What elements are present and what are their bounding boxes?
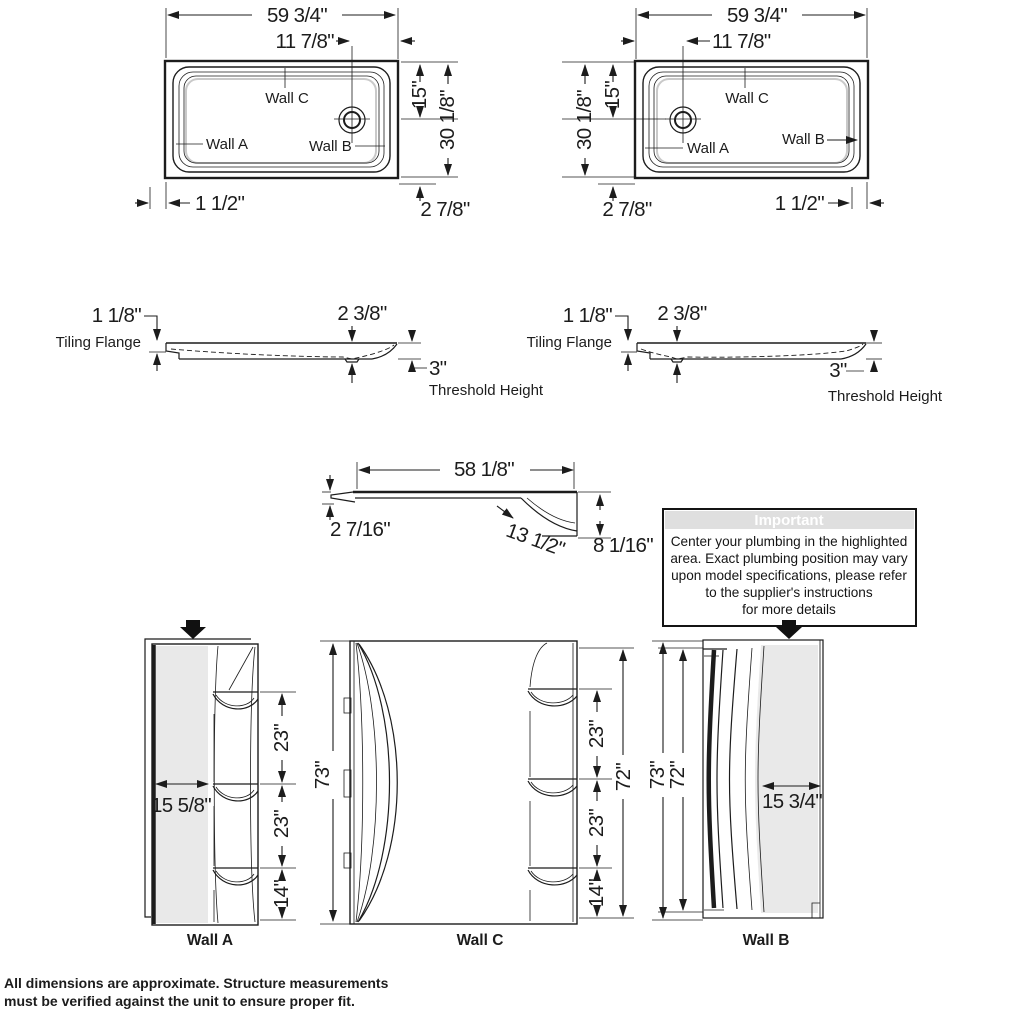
dim-width-label: 59 3/4" <box>726 4 788 27</box>
important-note-box <box>663 509 916 626</box>
dim-shelf-spacing <box>579 648 635 918</box>
seat-leader-arrow <box>497 506 513 518</box>
dim-seat-height <box>578 492 653 557</box>
drain-offset-label: 2 3/8" <box>657 302 707 325</box>
shelf-spacing-label: 23" <box>270 809 293 839</box>
shelf-spacing-label: 23" <box>585 808 608 838</box>
wall-a-callout: Wall A <box>206 136 248 153</box>
dim-section-width <box>357 458 574 489</box>
flange-name-label: Tiling Flange <box>55 334 141 351</box>
dim-width-label: 59 3/4" <box>266 4 328 27</box>
disclaimer-line-2: must be verified against the unit to ensure proper fit. <box>4 993 355 1009</box>
dim-depth-label: 30 1/8" <box>573 89 596 151</box>
top-view-right-base <box>562 4 884 221</box>
highlight-width-label: 15 3/4" <box>761 790 823 813</box>
threshold-height-label: 3" <box>829 359 847 382</box>
footer-disclaimer <box>4 975 389 1009</box>
wall-a-elevation <box>145 620 296 949</box>
section-view <box>322 458 653 561</box>
plumbing-highlight-area <box>755 645 818 913</box>
wall-c-title: Wall C <box>456 932 504 949</box>
wall-b-elevation <box>646 620 823 949</box>
flange-height-label: 1 1/8" <box>91 304 141 327</box>
shelf-spacing-label: 23" <box>270 723 293 753</box>
wall-a-title: Wall A <box>186 932 234 949</box>
dim-bottom-right-label: 2 7/8" <box>420 198 470 221</box>
section-flange <box>331 492 355 502</box>
section-left-height-label: 2 7/16" <box>329 518 391 541</box>
wall-b-title: Wall B <box>742 932 790 949</box>
dim-bottom-right <box>399 184 470 221</box>
dim-threshold <box>398 330 544 399</box>
basin-floor-dashed <box>171 345 394 359</box>
dim-depth-label: 30 1/8" <box>436 89 459 151</box>
inner-height-label: 72" <box>666 760 689 790</box>
drain-offset-label: 2 3/8" <box>337 302 387 325</box>
seat-depth-label: 13 1/2" <box>503 518 568 561</box>
dim-bottom-left-label: 1 1/2" <box>195 192 245 215</box>
note-line: upon model specifications, please refer <box>671 568 907 583</box>
top-view-left-base <box>135 4 470 221</box>
wall-callouts <box>645 68 857 157</box>
note-line: to the supplier's instructions <box>705 585 873 600</box>
wall-c-elevation <box>311 641 635 949</box>
dim-bottom-left-label: 2 7/8" <box>602 198 652 221</box>
dim-drain-to-back-label: 15" <box>408 80 431 110</box>
shelves <box>528 643 577 922</box>
disclaimer-line-1: All dimensions are approximate. Structure measurements <box>4 975 389 991</box>
shelf-spacing-label: 14" <box>270 879 293 909</box>
seat-height-label: 8 1/16" <box>592 534 654 557</box>
inner-height-label: 72" <box>612 762 635 792</box>
dim-bottom-right <box>775 182 884 215</box>
basin-floor-dashed <box>641 344 863 359</box>
profile-view-left <box>56 302 544 399</box>
outer-height-label: 73" <box>311 760 334 790</box>
note-title: Important <box>754 512 824 529</box>
dim-drain-offset <box>275 30 415 53</box>
threshold-height-label: 3" <box>429 357 447 380</box>
dim-drain-offset-label: 11 7/8" <box>712 30 771 53</box>
wall-c-callout: Wall C <box>725 90 769 107</box>
flange-name-label: Tiling Flange <box>526 334 612 351</box>
basin-rim-outer <box>173 67 390 172</box>
dim-section-left-height <box>322 475 390 541</box>
wall-c-callout: Wall C <box>265 90 309 107</box>
note-line: for more details <box>742 602 836 617</box>
dim-highlight-width <box>762 786 822 813</box>
dim-bottom-left <box>135 182 245 215</box>
basin-rim-mid <box>649 72 854 167</box>
dim-bottom-right-label: 1 1/2" <box>774 192 824 215</box>
shelf-spacing-label: 23" <box>585 719 608 749</box>
wall-a-callout: Wall A <box>687 140 729 157</box>
section-width-label: 58 1/8" <box>453 458 515 481</box>
dim-tiling-flange <box>527 304 637 371</box>
wall-b-callout: Wall B <box>309 138 352 155</box>
dim-heights <box>646 641 703 920</box>
dim-tiling-flange <box>56 304 166 371</box>
dim-drain-offset <box>621 30 771 53</box>
dim-right-side <box>401 62 459 177</box>
note-line: area. Exact plumbing position may vary <box>670 551 908 566</box>
note-line: Center your plumbing in the highlighted <box>670 534 908 549</box>
profile-view-right <box>527 302 943 405</box>
threshold-name-label: Threshold Height <box>827 388 943 405</box>
dim-shelf-spacing <box>260 692 296 920</box>
dim-threshold <box>828 330 943 405</box>
dim-drain-offset-label: 11 7/8" <box>275 30 334 53</box>
flange-height-label: 1 1/8" <box>562 304 612 327</box>
wall-b-callout: Wall B <box>782 131 825 148</box>
shelf-spacing-label: 14" <box>585 878 608 908</box>
threshold-name-label: Threshold Height <box>428 382 544 399</box>
dim-drain-to-back-label: 15" <box>601 80 624 110</box>
outer-height-label: 73" <box>646 760 669 790</box>
highlight-width-label: 15 5/8" <box>150 794 212 817</box>
dim-bottom-left <box>598 184 652 221</box>
panel-outline <box>350 641 577 924</box>
plumbing-down-arrow-icon <box>180 620 206 639</box>
